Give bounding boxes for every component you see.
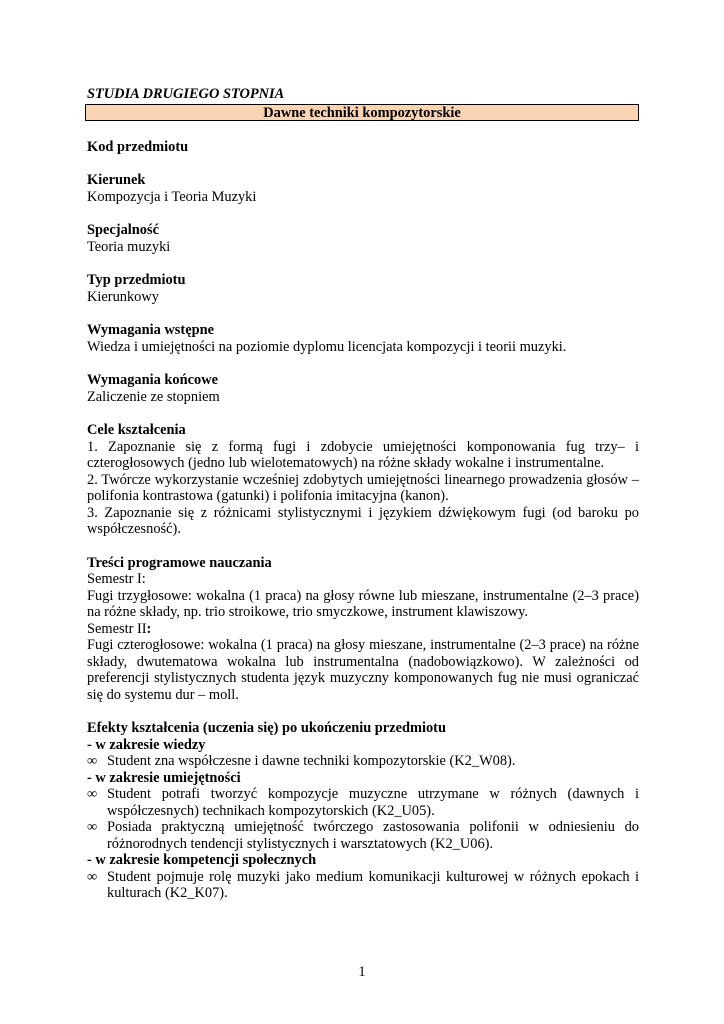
section-wymagania-koncowe xyxy=(87,372,639,405)
study-level-heading: STUDIA DRUGIEGO STOPNIA xyxy=(87,86,285,102)
infinity-bullet-icon: ∞ xyxy=(87,819,98,835)
efekty-label: Efekty kształcenia (uczenia się) po ukończeniu przedmiotu xyxy=(87,720,446,736)
tresci-label: Treści programowe nauczania xyxy=(87,554,272,571)
typ-label: Typ przedmiotu xyxy=(87,272,186,288)
kompetencje-item-1-text: Student pojmuje rolę muzyki jako medium komunikacji kulturowej w różnych epokach i kulturach (K2_K07). xyxy=(107,868,639,901)
kompetencje-item-1 xyxy=(87,869,639,902)
specjalnosc-label: Specjalność xyxy=(87,222,159,238)
section-wymagania-wstepne xyxy=(87,322,639,355)
cele-item-1: 1. Zapoznanie się z formą fugi i zdobycie umiejętności komponowania fug trzy– i czterogłosowych (jedno lub wielotematowych) na różne składy wokalne i instrumentalne. xyxy=(87,438,639,471)
wymagania-wstepne-value: Wiedza i umiejętności na poziomie dyplomu licencjata kompozycji i teorii muzyki. xyxy=(87,338,567,355)
kierunek-label: Kierunek xyxy=(87,172,146,188)
semestr-2-label xyxy=(87,621,639,638)
kompetencje-label: - w zakresie kompetencji społecznych xyxy=(87,852,317,868)
section-tresci xyxy=(87,555,639,704)
umiejetnosci-item-1-text: Student potrafi tworzyć kompozycje muzyczne utrzymane w różnych (dawnych i współczesnych) technikach kompozytorskich (K2_U05). xyxy=(107,786,639,819)
umiejetnosci-item-2-text: Posiada praktyczną umiejętność twórczego zastosowania polifonii w odniesieniu do różnorodnych tendencji stylistycznych i warsztatowych (K2_U06). xyxy=(107,819,639,852)
semestr-1-text: Fugi trzygłosowe: wokalna (1 praca) na głosy równe lub mieszane, instrumentalne (2–3 prace) na różne składy, np. trio stroikowe, trio smyczkowe, instrument klawiszowy. xyxy=(87,587,639,620)
infinity-bullet-icon: ∞ xyxy=(87,786,98,802)
specjalnosc-value: Teoria muzyki xyxy=(87,238,171,255)
semestr-2-text: Fugi czterogłosowe: wokalna (1 praca) na głosy mieszane, instrumentalne (2–3 prace) na różne składy, dwutematowa wokalna lub instrumentalna (nadobowiązkowo). W zależności od preferencji stylistycznych studenta język muzyczny komponowanych fug nie musi ograniczać się do systemu dur – moll. xyxy=(87,637,639,703)
section-kod xyxy=(87,139,639,156)
wiedza-item-1 xyxy=(87,753,639,770)
umiejetnosci-item-1 xyxy=(87,786,639,819)
infinity-bullet-icon: ∞ xyxy=(87,868,98,885)
document-content xyxy=(87,86,639,902)
course-title-box: Dawne techniki kompozytorskie xyxy=(85,104,639,121)
typ-value: Kierunkowy xyxy=(87,288,159,305)
semestr-2-label-text: Semestr II xyxy=(87,620,147,637)
wymagania-koncowe-value: Zaliczenie ze stopniem xyxy=(87,388,220,405)
semestr-2-label-colon: : xyxy=(146,620,152,637)
kierunek-value: Kompozycja i Teoria Muzyki xyxy=(87,188,257,205)
wymagania-koncowe-label: Wymagania końcowe xyxy=(87,372,218,388)
wymagania-wstepne-label: Wymagania wstępne xyxy=(87,322,214,338)
section-kierunek xyxy=(87,172,639,205)
page-number: 1 xyxy=(358,964,366,980)
cele-item-3: 3. Zapoznanie się z różnicami stylistycznymi i językiem dźwiękowym fugi (od baroku po współczesność). xyxy=(87,504,639,537)
section-typ xyxy=(87,272,639,305)
kod-label: Kod przedmiotu xyxy=(87,138,189,155)
umiejetnosci-item-2 xyxy=(87,819,639,852)
cele-label: Cele kształcenia xyxy=(87,422,186,438)
section-specjalnosc xyxy=(87,222,639,255)
semestr-1-label: Semestr I: xyxy=(87,571,146,587)
section-efekty xyxy=(87,720,639,902)
section-cele xyxy=(87,422,639,538)
umiejetnosci-label: - w zakresie umiejętności xyxy=(87,769,241,786)
infinity-bullet-icon: ∞ xyxy=(87,753,98,769)
wiedza-item-1-text: Student zna współczesne i dawne techniki kompozytorskie (K2_W08). xyxy=(107,753,516,769)
cele-item-2: 2. Twórcze wykorzystanie wcześniej zdobytych umiejętności linearnego prowadzenia głosów – polifonia kontrastowa (gatunki) i polifonia imitacyjna (kanon). xyxy=(87,471,639,504)
wiedza-label: - w zakresie wiedzy xyxy=(87,736,206,753)
